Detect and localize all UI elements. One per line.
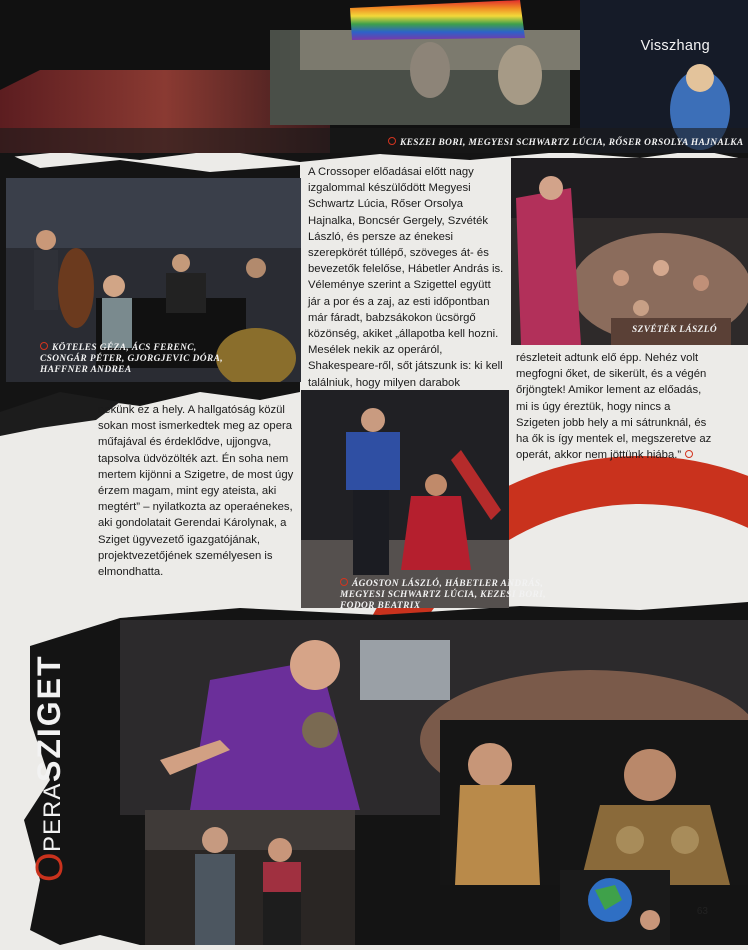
photo-caption-agoston: ÁGOSTON LÁSZLÓ, HÁBETLER ANDRÁS, MEGYESI SCHWARTZ LÚCIA, KEZESI BORI, FODOR BEATRIX xyxy=(340,579,546,611)
article-paragraph: részleteit adtunk elő épp. Nehéz volt megfogni őket, de sikerült, és a végén őrjöngtek! Amikor lement az előadás, mi is úgy éreztük, hogy nincs a Szigeten jobb hely a mi sátrunknál, és ha ők is így mentek el, megszeretve az operát, akkor nem jöttünk hiába.” xyxy=(516,352,712,462)
globe-performer-photo xyxy=(560,870,670,945)
article-paragraph: nekünk ez a hely. A hallgatóság közül sokan most ismerkedtek meg az opera műfajával és érdeklődve, ujjongva, tapsolva üdvözölték azt. Én soha nem mertem kijönni a Szigetre, de most úgy érzem magam, mint egy ateista, aki megtért” – nyilatkozta az operaénekes, aki gondolatait Gerendai Károlynak, a Sziget ügyvezető igazgatójának, projektvezetőjének személyesen is elmondhatta. xyxy=(98,404,294,579)
caption-bullet-icon xyxy=(40,342,48,350)
caption-bullet-icon xyxy=(388,137,396,145)
article-paragraph: A Crossoper előadásai előtt nagy izgalommal készülődött Megyesi Schwartz Lúcia, Rőser Orsolya Hajnalka, Boncsér Gergely, Szvéték László, és persze az énekesi szerepkörét túllépő, szöveges át- és bevezetők felelőse, Hábetler András is. Véleménye szerint a Szigettel együtt jár a por és a zaj, az esti időpontban már fáradt, babzsákokon ücsörgő közönség, akiket „állapotba kell hozni. Mesélek nekik az operáról, Shakespeare-ről, sőt játszunk is: ki kell találniuk, hogy milyen darabok xyxy=(308,166,504,389)
photo-caption-musicians: KÖTELES GÉZA, ÁCS FERENC, CSONGÁR PÉTER, GJORGJEVIC DÓRA, HAFFNER ANDREA xyxy=(40,343,224,375)
photo-caption-top: KESZEI BORI, MEGYESI SCHWARTZ LÚCIA, RŐSER ORSOLYA HAJNALKA xyxy=(388,137,748,149)
szvetek-audience-photo xyxy=(511,158,748,345)
caption-bullet-icon xyxy=(340,578,348,586)
photo-caption-szvetek: SZVÉTÉK LÁSZLÓ xyxy=(632,325,718,335)
costumed-singers-photo xyxy=(440,720,748,885)
operasziget-logo xyxy=(16,632,76,882)
logo-initial: O xyxy=(29,852,71,882)
article-column-1 xyxy=(308,164,506,391)
dancing-couple-photo xyxy=(145,810,355,945)
logo-sziget-text: SZIGET xyxy=(31,654,67,782)
page-number: 63 xyxy=(696,906,708,917)
agoston-proposal-photo xyxy=(301,390,509,608)
article-column-2 xyxy=(98,402,298,580)
stage-performance-photo xyxy=(0,0,748,153)
article-column-3 xyxy=(516,350,716,463)
logo-opera-text: PERA xyxy=(39,782,66,852)
end-mark-icon xyxy=(685,450,693,458)
section-title: Visszhang xyxy=(640,38,710,54)
